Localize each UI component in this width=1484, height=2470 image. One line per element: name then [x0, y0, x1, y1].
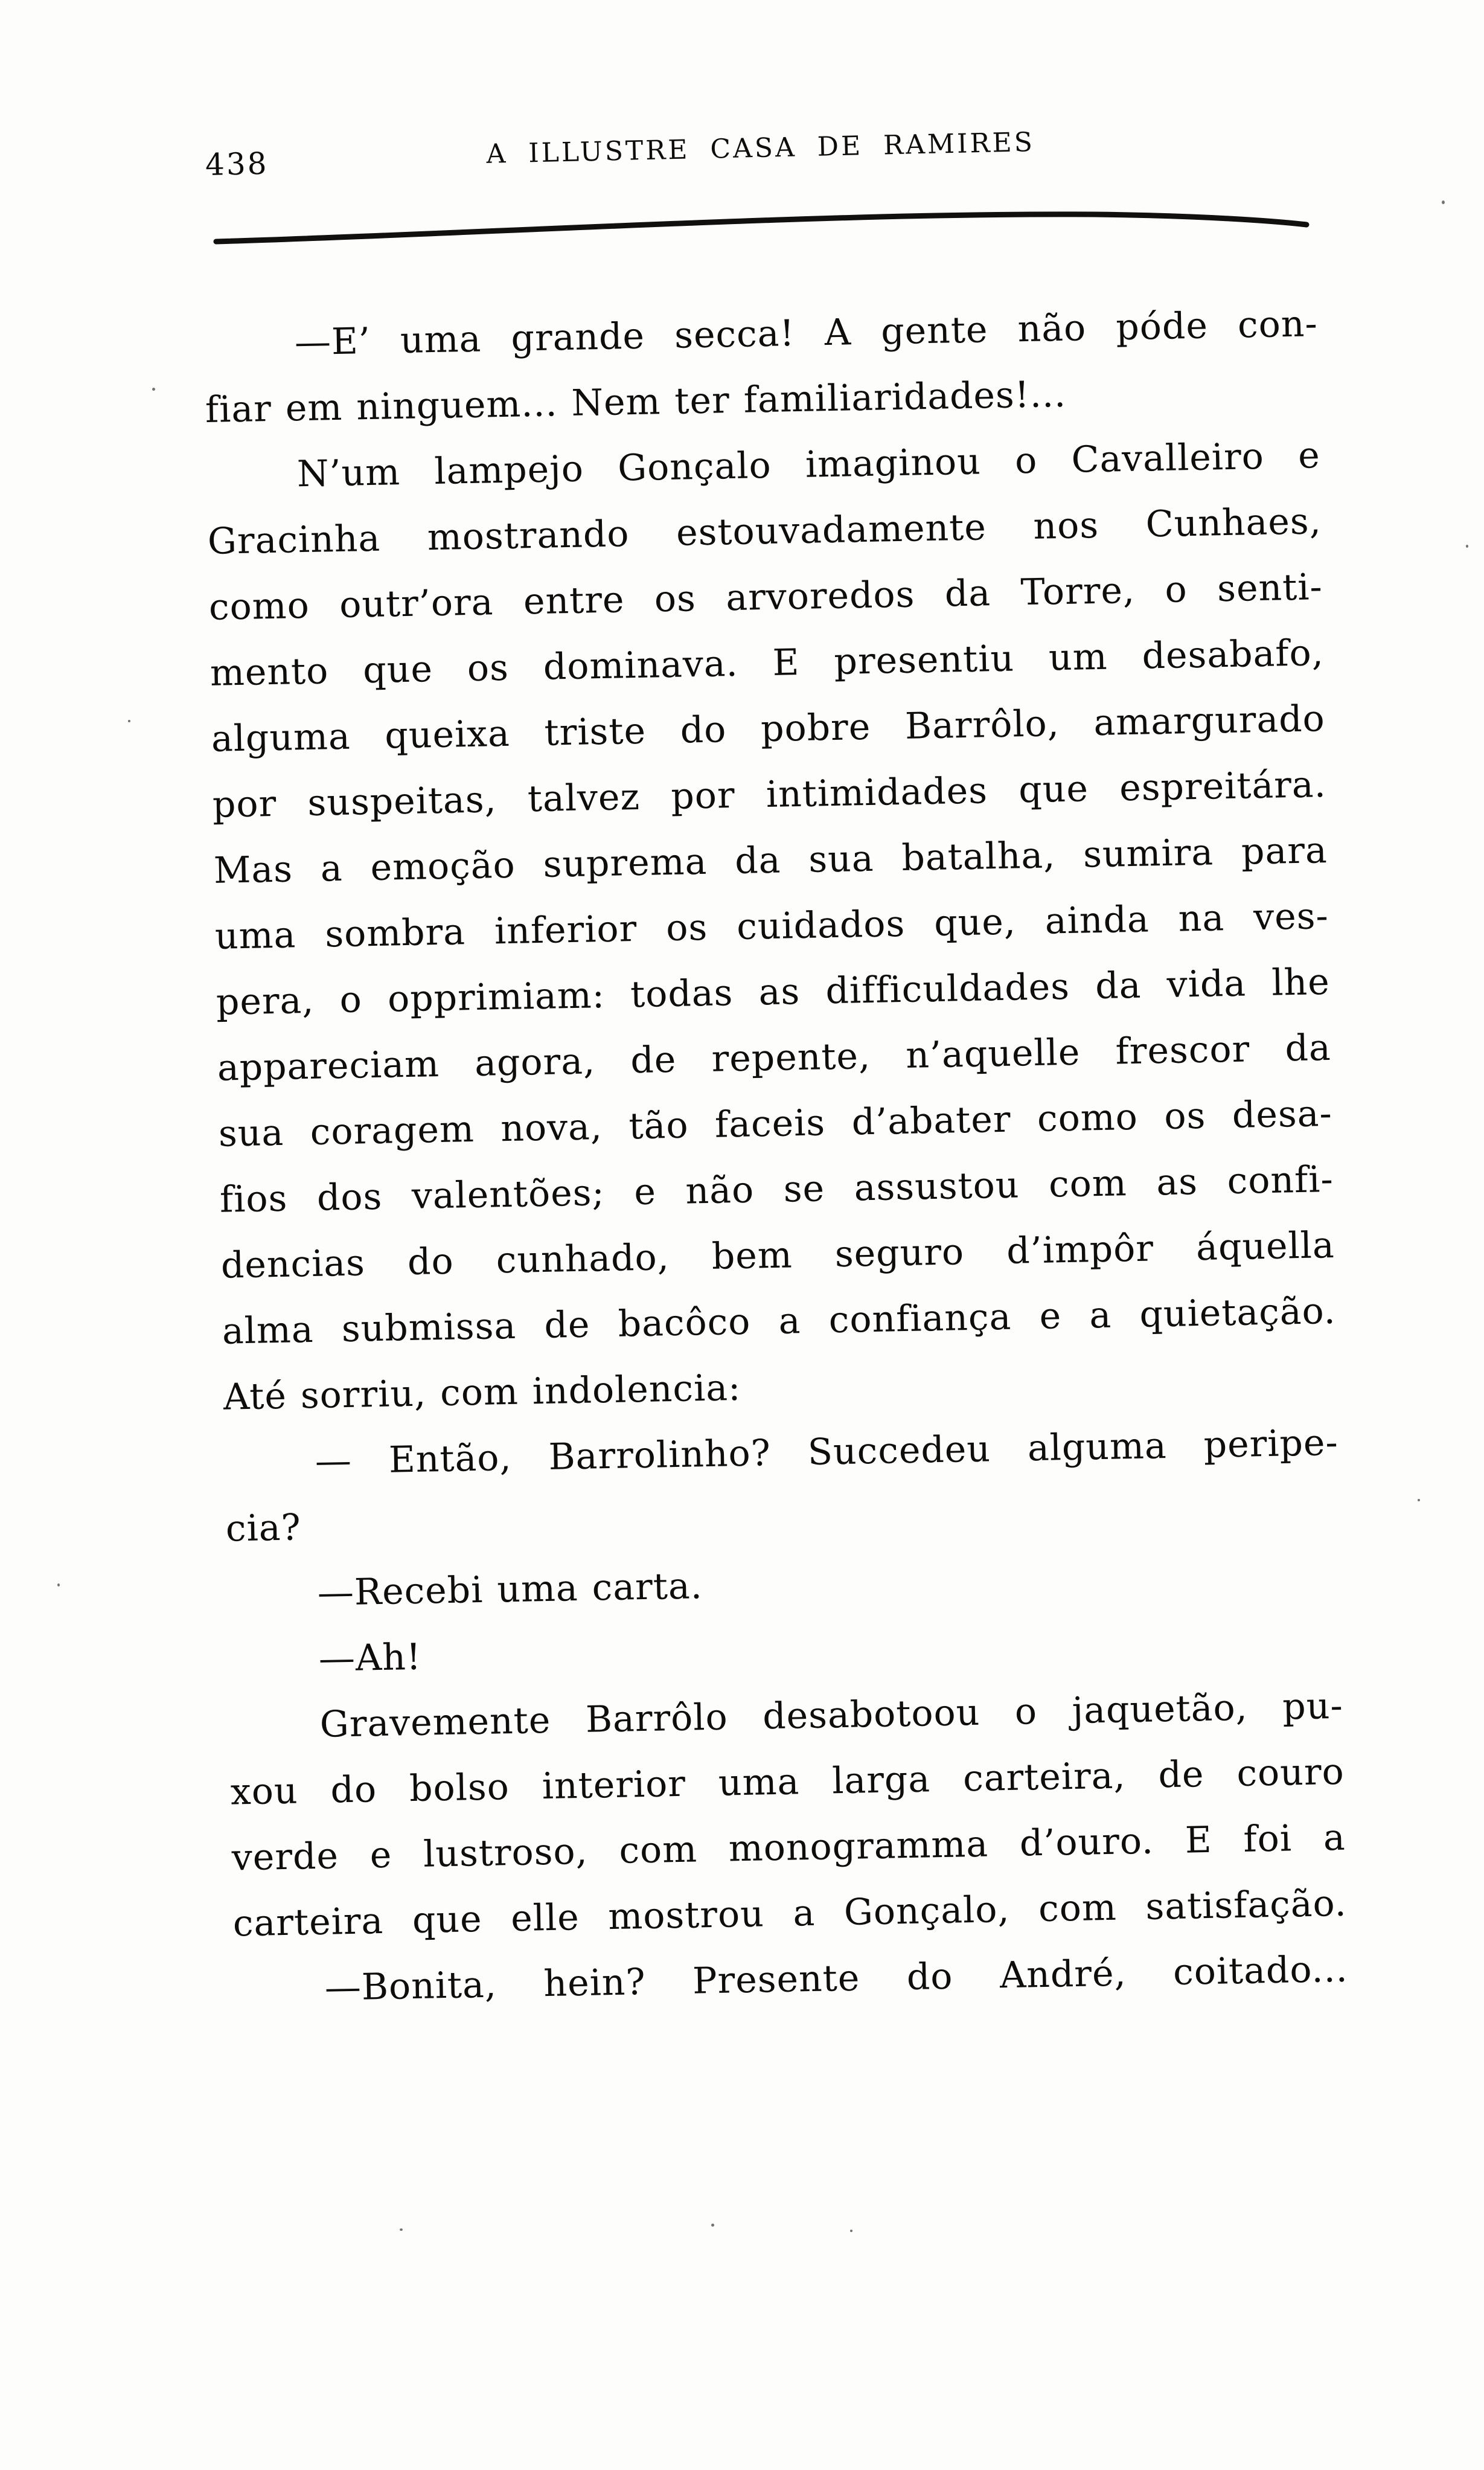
scan-speck [128, 720, 130, 722]
text-line: —Ah! [318, 1635, 422, 1680]
text-line: carteira que elle mostrou a Gonçalo, com satisfação. [232, 1882, 1348, 1945]
text-line: como outr’ora entre os arvoredos da Torre, o senti- [208, 566, 1323, 629]
scan-speck [1442, 200, 1445, 204]
page-number: 438 [205, 146, 269, 182]
text-line: appareciam agora, de repente, n’aquelle frescor da [217, 1026, 1332, 1089]
text-line: —Recebi uma carta. [317, 1565, 703, 1614]
text-line: — Então, Barrolinho? Succedeu alguma peripe- [315, 1421, 1339, 1483]
scan-speck [400, 2228, 403, 2231]
scan-speck [1418, 1499, 1420, 1501]
text-line: Até sorriu, com indolencia: [223, 1366, 741, 1419]
text-line: Gravemente Barrôlo desabotoou o jaquetão, pu- [319, 1684, 1344, 1746]
text-line: uma sombra inferior os cuidados que, ainda na ves- [214, 895, 1329, 958]
text-line: fios dos valentões; e não se assustou com as confi- [219, 1158, 1334, 1221]
text-line: Mas a emoção suprema da sua batalha, sumira para [213, 829, 1328, 892]
text-line: sua coragem nova, tão faceis d’abater como os desa- [218, 1092, 1333, 1155]
scan-speck [152, 388, 155, 391]
text-line: —E’ uma grande secca! A gente não póde con- [294, 303, 1319, 364]
text-line: xou do bolso interior uma larga carteira, de couro [230, 1750, 1345, 1814]
scan-speck [1466, 545, 1468, 548]
text-line: N’um lampejo Gonçalo imaginou o Cavalleiro e [296, 434, 1321, 496]
running-title: A ILLUSTRE CASA DE RAMIRES [485, 127, 1035, 170]
text-line: fiar em ninguem... Nem ter familiaridades!... [205, 373, 1067, 431]
scan-speck [57, 1583, 60, 1586]
text-line: cia? [225, 1506, 302, 1550]
running-header [205, 118, 1316, 185]
text-line: por suspeitas, talvez por intimidades que espreitára. [212, 763, 1327, 826]
text-line: verde e lustroso, com monogramma d’ouro. E foi a [231, 1816, 1346, 1879]
text-line: mento que os dominava. E presentiu um desabafo, [209, 632, 1325, 694]
text-line: dencias do cunhado, bem seguro d’impôr áquella [220, 1224, 1335, 1287]
text-line: —Bonita, hein? Presente do André, coitado... [324, 1948, 1349, 2009]
scan-speck [850, 2230, 852, 2232]
scan-speck [711, 2224, 714, 2227]
header-rule [213, 209, 1311, 249]
body-text [203, 291, 1349, 2023]
text-line: Gracinha mostrando estouvadamente nos Cunhaes, [207, 500, 1322, 563]
text-line: alma submissa de bacôco a confiança e a quietação. [222, 1289, 1337, 1353]
text-line: pera, o opprimiam: todas as difficuldades da vida lhe [216, 961, 1331, 1024]
text-line: alguma queixa triste do pobre Barrôlo, amargurado [211, 698, 1326, 760]
